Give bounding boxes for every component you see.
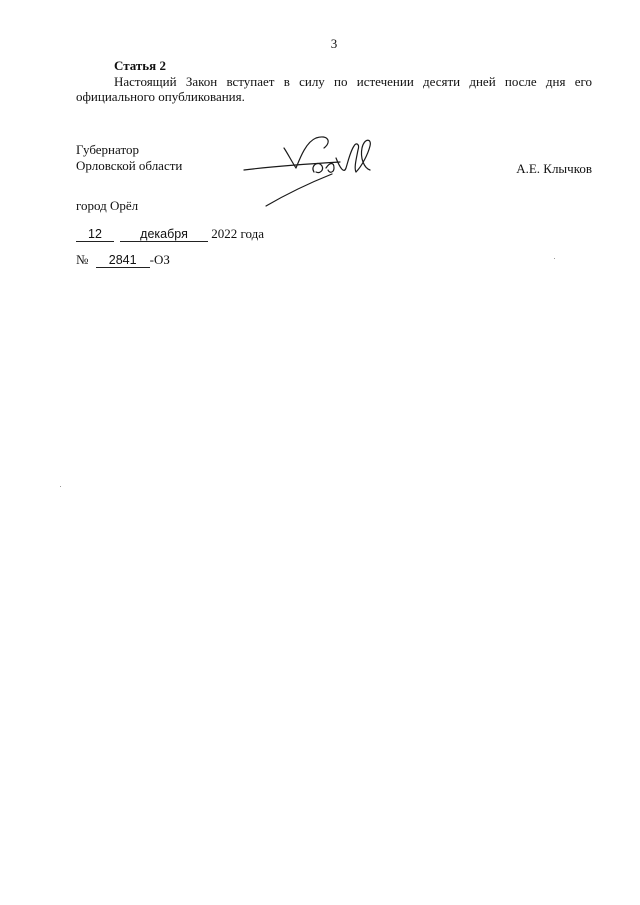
- scan-speck: [554, 258, 555, 259]
- handwritten-signature: [236, 128, 386, 212]
- signatory-title-line2: Орловской области: [76, 158, 183, 173]
- article-text: Настоящий Закон вступает в силу по истечении десяти дней после дня его официального опубликования.: [76, 74, 592, 104]
- registration-suffix: -ОЗ: [149, 252, 170, 267]
- city: город Орёл: [76, 198, 139, 213]
- registration-number: 2841: [96, 254, 150, 268]
- date-month: декабря: [120, 228, 208, 242]
- registration-line: [76, 252, 170, 268]
- page-number: 3: [330, 36, 338, 51]
- date-year: 2022 года: [211, 226, 265, 241]
- signatory-name: А.Е. Клычков: [516, 161, 592, 176]
- scan-speck: [60, 486, 61, 487]
- date-line: [76, 226, 264, 242]
- date-day: 12: [76, 228, 114, 242]
- article-heading: Статья 2: [114, 58, 166, 73]
- signatory-title-line1: Губернатор: [76, 142, 139, 157]
- signatory-title: [76, 142, 182, 174]
- registration-prefix: №: [76, 252, 89, 267]
